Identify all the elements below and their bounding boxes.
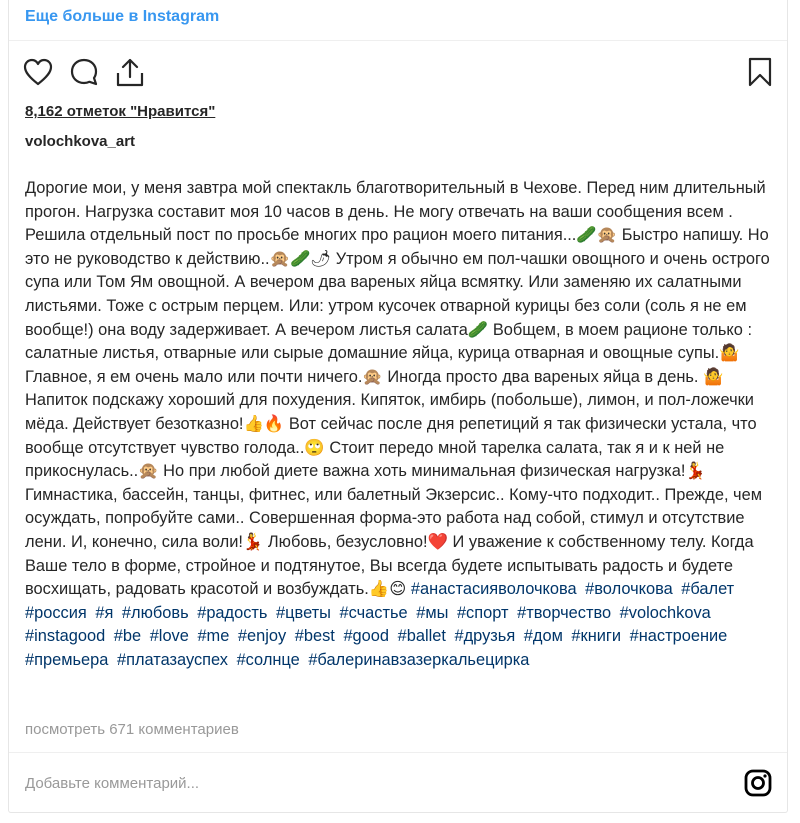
bookmark-icon[interactable] [747, 56, 773, 88]
bottom-divider [9, 752, 787, 753]
top-divider [9, 40, 787, 41]
hashtag-link[interactable]: #дом [523, 627, 563, 646]
hashtag-link[interactable]: #балеринавзазеркальецирка [308, 650, 530, 669]
more-on-instagram-link[interactable]: Еще больше в Instagram [25, 8, 220, 25]
post-username[interactable]: volochkova_art [25, 133, 136, 150]
instagram-embed-card [8, 0, 788, 813]
view-comments-link[interactable]: посмотреть 671 комментариев [25, 721, 239, 738]
hashtag-link[interactable]: #volochkova [619, 603, 711, 622]
hashtag-link[interactable]: #love [149, 627, 189, 646]
hashtag-link[interactable]: #балет [681, 580, 735, 599]
likes-count[interactable]: 8,162 отметок "Нравится" [25, 103, 216, 120]
hashtag-link[interactable]: #анастасияволочкова [410, 580, 577, 599]
hashtag-link[interactable]: #best [294, 627, 335, 646]
hashtag-link[interactable]: #я [95, 603, 114, 622]
hashtag-link[interactable]: #друзья [454, 627, 516, 646]
hashtag-link[interactable]: #книги [571, 627, 622, 646]
add-comment-input[interactable]: Добавьте комментарий... [25, 775, 200, 792]
hashtag-link[interactable]: #мы [416, 603, 449, 622]
hashtag-link[interactable]: #россия [25, 603, 87, 622]
hashtag-link[interactable]: #солнце [236, 650, 300, 669]
hashtag-link[interactable]: #премьера [25, 650, 109, 669]
hashtag-link[interactable]: #instagood [25, 627, 106, 646]
hashtag-link[interactable]: #творчество [517, 603, 612, 622]
post-caption [25, 177, 775, 672]
instagram-logo-icon[interactable] [743, 768, 773, 798]
hashtag-link[interactable]: #радость [197, 603, 268, 622]
hashtag-link[interactable]: #enjoy [237, 627, 287, 646]
hashtag-link[interactable]: #настроение [629, 627, 728, 646]
share-icon[interactable] [113, 56, 147, 88]
hashtag-link[interactable]: #ballet [397, 627, 446, 646]
hashtag-link[interactable]: #платазауспех [116, 650, 228, 669]
comment-icon[interactable] [69, 57, 99, 87]
hashtag-link[interactable]: #me [197, 627, 230, 646]
heart-icon[interactable] [23, 58, 53, 86]
hashtag-link[interactable]: #be [113, 627, 142, 646]
hashtag-link[interactable]: #волочкова [585, 580, 673, 599]
caption-text: Дорогие мои, у меня завтра мой спектакль благотворительный в Чехове. Перед ним длительный прогон. Нагрузка составит моя 10 часов в день. Не могу отвечать на ваши сообщения всем . Решила отдельный пост по просьбе многих про рацион моего питания...🥒🙊 Быстро напишу. Но это не руководство к действию..🙊🥒🌶 Утром я обычно ем пол-чашки овощного и очень острого супа или Том Ям овощной. А вечером два вареных яйца всмятку. Или заменяю их салатными листьями. Тоже с острым перцем. Или: утром кусочек отварной курицы без соли (соль я не ем вообще!) она воду задерживает. А вечером листья салата🥒 Вобщем, в моем рационе только : салатные листья, отварные или сырые домашние яйца, курица отварная и овощные супы.🤷 Главное, я ем очень мало или почти ничего.🙊 Иногда просто два вареных яйца в день. 🤷 Напиток подскажу хороший для похудения. Кипяток, имбирь (побольше), лимон, и пол-ложечки мёда. Действует безотказно!👍🔥 Вот сейчас после дня репетиций я так физически устала, что вообще отсутствует чувство голода..🙄 Стоит передо мной тарелка салата, так я и к ней не прикоснулась..🙊 Но при любой диете важна хоть минимальная физическая нагрузка!💃 Гимнастика, бассейн, танцы, фитнес, или балетный Экзерсис.. Кому-что подходит.. Прежде, чем осуждать, попробуйте сами.. Совершенная форма-это работа над собой, стимул и отсутствие лени. И, конечно, сила воли!💃 Любовь, безусловно!❤️ И уважение к собственному телу. Когда Ваше тело в форме, стройное и подтянутое, Вы всегда будете испытывать радость и будете восхищать, радовать красотой и возбуждать.👍😊 [25, 179, 770, 599]
hashtag-link[interactable]: #good [343, 627, 390, 646]
hashtag-link[interactable]: #счастье [339, 603, 408, 622]
hashtag-link[interactable]: #любовь [121, 603, 189, 622]
hashtag-link[interactable]: #спорт [456, 603, 509, 622]
hashtag-link[interactable]: #цветы [276, 603, 331, 622]
